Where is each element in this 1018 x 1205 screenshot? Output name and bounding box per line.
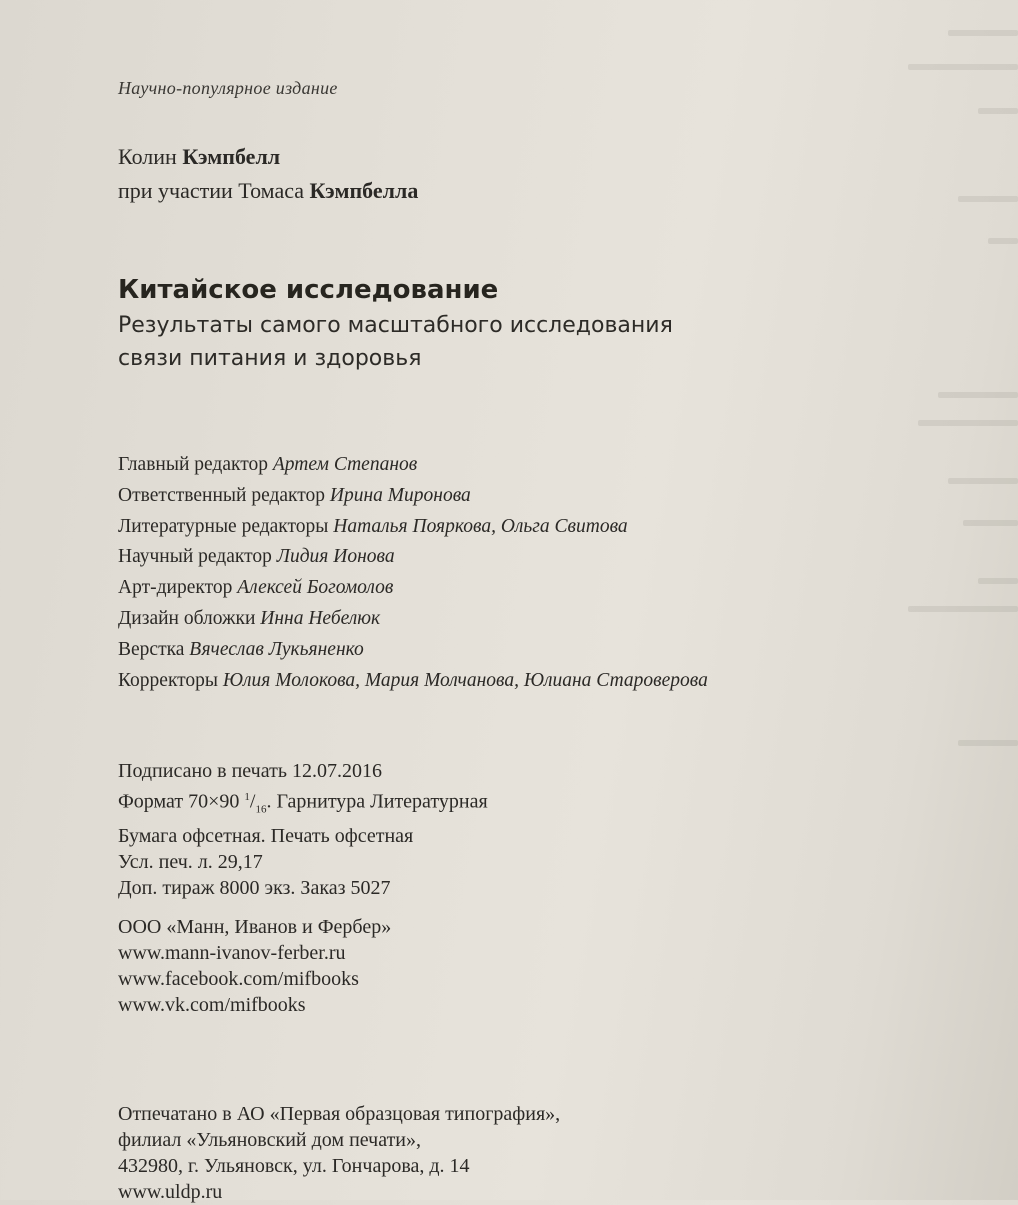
print-info-block [118, 758, 488, 901]
show-through-texture [898, 0, 1018, 1200]
sheets-line: Усл. печ. л. 29,17 [118, 850, 263, 873]
credit-name: Вячеслав Лукьяненко [189, 638, 364, 660]
credit-role: Научный редактор [118, 546, 277, 568]
credit-line [118, 573, 708, 604]
edition-type: Научно-популярное издание [118, 78, 338, 98]
publisher-block [118, 914, 391, 1018]
credit-line [118, 450, 708, 481]
credit-line [118, 512, 708, 543]
printer-line-2: филиал «Ульяновский дом печати», [118, 1129, 422, 1151]
credit-role: Главный редактор [118, 454, 273, 475]
credit-role: Ответственный редактор [118, 484, 330, 506]
credit-role: Арт-директор [118, 577, 238, 599]
credit-role: Литературные редакторы [118, 515, 334, 537]
authors-block [118, 140, 418, 208]
coauthor-last-name: Кэмпбелла [309, 178, 419, 203]
format-line [118, 784, 488, 823]
author-first-name: Колин [118, 144, 183, 169]
book-subtitle-line-2: связи питания и здоровья [118, 346, 422, 371]
title-block [118, 272, 673, 374]
publisher-facebook-link[interactable]: www.facebook.com/mifbooks [118, 968, 359, 990]
credit-line [118, 481, 708, 512]
signed-date: Подписано в печать 12.07.2016 [118, 760, 382, 782]
format-numerator: 1 [244, 791, 250, 803]
circulation-line: Доп. тираж 8000 экз. Заказ 5027 [118, 876, 391, 899]
credit-line [118, 635, 708, 666]
format-separator: / [249, 790, 256, 813]
credit-role: Корректоры [118, 669, 223, 691]
credit-name: Инна Небелюк [260, 607, 381, 629]
publisher-name: ООО «Манн, Иванов и Фербер» [118, 916, 392, 938]
publisher-vk-link[interactable]: www.vk.com/mifbooks [118, 994, 306, 1016]
credit-line [118, 666, 708, 697]
format-suffix: . Гарнитура Литературная [266, 790, 488, 813]
credit-role: Дизайн обложки [118, 607, 261, 629]
credit-name: Алексей Богомолов [237, 577, 394, 599]
credit-name: Юлия Молокова, Мария Молчанова, Юлиана Староверова [222, 669, 708, 691]
printer-address: 432980, г. Ульяновск, ул. Гончарова, д. 14 [118, 1155, 470, 1177]
paper-line: Бумага офсетная. Печать офсетная [118, 824, 414, 847]
book-subtitle-line-1: Результаты самого масштабного исследования [118, 313, 673, 338]
credit-name: Ирина Миронова [329, 484, 471, 506]
coauthor-prefix: при участии Томаса [118, 178, 310, 203]
author-last-name: Кэмпбелл [182, 144, 281, 169]
credit-line [118, 604, 708, 635]
book-title: Китайское исследование [118, 275, 499, 305]
author-line-1 [118, 140, 418, 174]
format-prefix: Формат 70×90 [118, 790, 245, 813]
printer-site-link[interactable]: www.uldp.ru [118, 1181, 223, 1203]
printer-line-1: Отпечатано в АО «Первая образцовая типография», [118, 1103, 561, 1125]
credit-name: Артем Степанов [272, 454, 418, 475]
publisher-site-link[interactable]: www.mann-ivanov-ferber.ru [118, 942, 346, 964]
credits-list [118, 450, 708, 696]
credit-name: Лидия Ионова [276, 546, 395, 568]
credit-line [118, 542, 708, 573]
printer-block [118, 1101, 560, 1205]
credit-name: Наталья Пояркова, Ольга Свитова [333, 515, 628, 537]
author-line-2 [118, 174, 418, 208]
credit-role: Верстка [118, 638, 190, 660]
format-denominator: 16 [255, 803, 267, 816]
